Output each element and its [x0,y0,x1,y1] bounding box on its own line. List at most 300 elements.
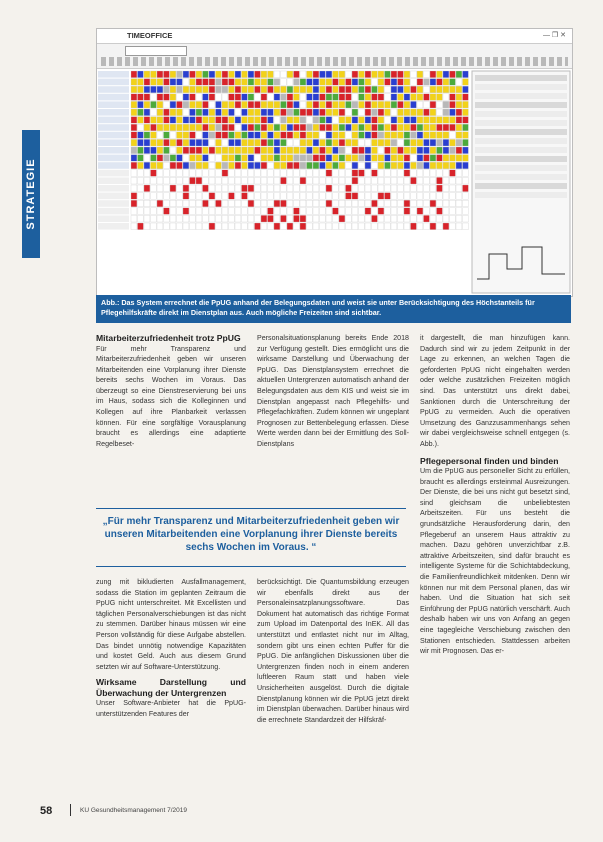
roster-cell [255,193,261,200]
roster-cell [326,117,332,124]
roster-cell [229,185,235,192]
roster-cell [177,124,183,131]
roster-cell [346,162,352,169]
roster-cell [144,71,150,78]
roster-cell [443,215,449,222]
roster-cell [333,185,339,192]
roster-cell [144,208,150,215]
roster-cell [151,170,157,177]
roster-cell [177,162,183,169]
roster-cell [209,215,215,222]
roster-cell [339,200,345,207]
roster-cell [274,117,280,124]
roster-cell [417,223,423,230]
roster-cell [164,193,170,200]
roster-cell [248,215,254,222]
roster-cell [248,132,254,139]
roster-cell [307,223,313,230]
roster-cell [294,177,300,184]
roster-cell [151,86,157,93]
roster-cell [242,200,248,207]
roster-cell [320,101,326,108]
roster-cell [398,86,404,93]
roster-cell [229,117,235,124]
roster-cell [138,177,144,184]
roster-cell [385,193,391,200]
roster-cell [177,208,183,215]
roster-cell [398,147,404,154]
roster-cell [300,215,306,222]
roster-cell [385,155,391,162]
roster-cell [261,71,267,78]
roster-cell [404,170,410,177]
roster-cell [138,208,144,215]
roster-cell [437,155,443,162]
roster-cell [281,124,287,131]
roster-cell [164,215,170,222]
roster-cell [170,109,176,116]
roster-cell [300,193,306,200]
roster-cell [463,139,469,146]
roster-cell [333,117,339,124]
heading-wirksame-darstellung: Wirksame Darstellung und Überwachung der Untergrenzen [96,677,246,698]
roster-cell [209,155,215,162]
roster-cell [456,124,462,131]
roster-cell [281,185,287,192]
roster-cell [359,223,365,230]
roster-cell [164,71,170,78]
section-tab [22,130,40,258]
roster-cell [144,109,150,116]
roster-cell [313,124,319,131]
roster-cell [365,124,371,131]
roster-cell [164,109,170,116]
roster-cell [320,162,326,169]
roster-cell [352,185,358,192]
roster-cell [157,71,163,78]
roster-cell [326,94,332,101]
roster-cell [378,177,384,184]
roster-cell [183,79,189,86]
roster-cell [151,101,157,108]
roster-cell [209,223,215,230]
roster-cell [365,208,371,215]
roster-cell [261,132,267,139]
roster-cell [372,124,378,131]
roster-cell [255,215,261,222]
roster-cell [437,170,443,177]
roster-cell [274,155,280,162]
roster-cell [209,139,215,146]
roster-cell [242,193,248,200]
roster-cell [274,147,280,154]
roster-cell [385,132,391,139]
roster-cell [300,223,306,230]
roster-cell [326,215,332,222]
roster-cell [307,208,313,215]
roster-cell [287,147,293,154]
roster-cell [398,208,404,215]
roster-cell [424,101,430,108]
roster-cell [313,215,319,222]
roster-cell [437,86,443,93]
side-panel-row [475,183,567,189]
roster-cell [229,124,235,131]
roster-row-label [98,147,129,154]
roster-cell [424,147,430,154]
roster-cell [157,147,163,154]
roster-cell [398,185,404,192]
roster-cell [196,193,202,200]
roster-cell [203,132,209,139]
roster-cell [424,185,430,192]
roster-cell [346,86,352,93]
roster-cell [313,147,319,154]
roster-cell [404,177,410,184]
roster-cell [339,139,345,146]
roster-cell [248,170,254,177]
roster-cell [346,71,352,78]
roster-cell [352,139,358,146]
roster-cell [157,215,163,222]
roster-cell [307,86,313,93]
footer-publication: KU Gesundheitsmanagement 7/2019 [80,807,187,814]
roster-cell [268,155,274,162]
roster-cell [320,177,326,184]
roster-cell [183,155,189,162]
roster-cell [294,215,300,222]
roster-cell [131,132,137,139]
roster-cell [248,79,254,86]
roster-cell [450,139,456,146]
roster-cell [222,200,228,207]
roster-cell [216,162,222,169]
roster-cell [222,208,228,215]
roster-cell [365,200,371,207]
roster-cell [294,71,300,78]
roster-cell [456,71,462,78]
roster-cell [183,139,189,146]
roster-cell [417,162,423,169]
roster-cell [229,94,235,101]
roster-cell [463,193,469,200]
roster-cell [450,117,456,124]
roster-cell [385,86,391,93]
roster-cell [320,124,326,131]
col2b-paragraph: berücksichtigt. Die Quantumsbildung erzeugen wir ebenfalls direkt aus der Personaleinsatzplanungssoftware. Das Dokument hat automatisch das richtige Format zum Upload im Datenportal des InEK. All das unterstützt und entlastet nicht nur im Alltag, sondern gibt uns einen echten Puffer für die PpUG. Die anfänglichen Diskussionen über die Untergrenzen finden noch in einem anderen luftleeren Raum statt und haben viele Unsicherheiten ausgelöst. Durch die digitale Dienstplanung können wir die PpUG jetzt direkt im Dienstplan überwachen. Darüber hinaus wird die errechnete Standardzeit der Hilfskräf- [257,578,409,724]
roster-cell [170,215,176,222]
roster-cell [268,185,274,192]
roster-cell [268,139,274,146]
roster-cell [255,94,261,101]
roster-cell [450,94,456,101]
roster-cell [255,117,261,124]
roster-cell [196,170,202,177]
roster-cell [229,208,235,215]
roster-cell [359,94,365,101]
roster-cell [456,155,462,162]
roster-row-label [98,200,129,207]
roster-cell [274,94,280,101]
roster-cell [352,71,358,78]
roster-cell [281,71,287,78]
roster-cell [216,170,222,177]
roster-cell [463,124,469,131]
roster-cell [144,139,150,146]
roster-cell [190,132,196,139]
roster-cell [437,193,443,200]
roster-cell [443,185,449,192]
roster-cell [235,147,241,154]
roster-cell [190,117,196,124]
roster-cell [138,124,144,131]
roster-svg [97,69,572,296]
roster-cell [430,155,436,162]
roster-cell [307,124,313,131]
roster-cell [333,193,339,200]
roster-cell [235,86,241,93]
roster-cell [229,200,235,207]
roster-cell [294,94,300,101]
roster-cell [216,132,222,139]
side-panel-row [475,147,567,153]
roster-cell [294,193,300,200]
roster-cell [138,223,144,230]
roster-cell [138,215,144,222]
roster-cell [430,215,436,222]
roster-cell [216,71,222,78]
roster-cell [404,215,410,222]
roster-cell [352,94,358,101]
roster-cell [443,71,449,78]
roster-cell [417,86,423,93]
side-panel-row [475,93,567,99]
roster-cell [151,94,157,101]
roster-cell [411,155,417,162]
roster-cell [281,193,287,200]
roster-cell [255,170,261,177]
roster-cell [430,109,436,116]
roster-cell [443,79,449,86]
roster-cell [216,177,222,184]
roster-cell [235,155,241,162]
roster-cell [229,79,235,86]
roster-cell [352,155,358,162]
roster-cell [352,79,358,86]
roster-cell [281,109,287,116]
roster-cell [131,109,137,116]
roster-cell [131,215,137,222]
roster-cell [164,177,170,184]
roster-cell [456,79,462,86]
roster-cell [326,124,332,131]
roster-cell [359,215,365,222]
roster-cell [281,208,287,215]
roster-cell [398,94,404,101]
roster-cell [209,71,215,78]
roster-cell [170,177,176,184]
roster-cell [365,177,371,184]
roster-cell [346,170,352,177]
roster-cell [411,208,417,215]
roster-cell [138,200,144,207]
roster-cell [450,185,456,192]
roster-cell [190,215,196,222]
roster-cell [456,132,462,139]
roster-cell [300,155,306,162]
roster-cell [417,139,423,146]
roster-cell [456,101,462,108]
roster-cell [339,117,345,124]
roster-cell [138,185,144,192]
roster-cell [190,170,196,177]
roster-cell [274,109,280,116]
roster-cell [404,200,410,207]
roster-cell [190,124,196,131]
roster-cell [281,155,287,162]
roster-cell [144,147,150,154]
roster-cell [281,117,287,124]
roster-cell [203,208,209,215]
column-2-bottom [257,577,409,725]
roster-cell [424,170,430,177]
roster-row-label [98,109,129,116]
roster-cell [313,200,319,207]
roster-cell [365,193,371,200]
roster-cell [450,132,456,139]
roster-cell [177,86,183,93]
roster-cell [274,86,280,93]
roster-cell [411,124,417,131]
roster-cell [222,185,228,192]
roster-cell [164,155,170,162]
roster-cell [378,79,384,86]
roster-cell [430,139,436,146]
roster-cell [411,132,417,139]
roster-cell [268,124,274,131]
roster-cell [359,79,365,86]
roster-cell [411,170,417,177]
roster-cell [320,147,326,154]
roster-cell [333,200,339,207]
roster-cell [261,117,267,124]
roster-cell [378,132,384,139]
roster-cell [131,162,137,169]
roster-cell [352,101,358,108]
roster-cell [170,117,176,124]
roster-cell [203,117,209,124]
roster-cell [391,155,397,162]
quote-rule-bottom [96,566,406,567]
roster-cell [450,193,456,200]
roster-cell [411,185,417,192]
roster-cell [268,132,274,139]
roster-cell [437,101,443,108]
roster-cell [222,79,228,86]
roster-cell [404,79,410,86]
roster-cell [268,71,274,78]
roster-cell [378,208,384,215]
roster-cell [287,124,293,131]
roster-cell [307,139,313,146]
roster-cell [443,139,449,146]
roster-cell [151,185,157,192]
roster-cell [242,109,248,116]
figure-caption: Abb.: Das System errechnet die PpUG anhand der Belegungsdaten und weist sie unter Berücksichtigung des Höchstanteils für Pflegehilfskräfte direkt im Dienstplan aus. Auch mögliche Freizeiten sind sichtbar. [96,295,571,323]
roster-cell [346,147,352,154]
roster-cell [365,215,371,222]
roster-cell [378,124,384,131]
roster-cell [235,94,241,101]
roster-cell [248,200,254,207]
roster-cell [157,177,163,184]
roster-cell [385,170,391,177]
roster-cell [450,170,456,177]
roster-cell [294,79,300,86]
roster-cell [190,86,196,93]
roster-cell [131,79,137,86]
roster-cell [248,109,254,116]
roster-cell [365,147,371,154]
roster-cell [398,71,404,78]
roster-cell [411,139,417,146]
roster-cell [359,162,365,169]
roster-cell [164,132,170,139]
roster-cell [261,86,267,93]
roster-cell [229,139,235,146]
roster-cell [437,94,443,101]
roster-cell [268,223,274,230]
roster-row-label [98,223,129,230]
roster-cell [333,162,339,169]
roster-cell [385,117,391,124]
roster-cell [333,215,339,222]
roster-cell [417,109,423,116]
roster-cell [261,223,267,230]
roster-cell [138,117,144,124]
roster-cell [287,193,293,200]
roster-cell [157,109,163,116]
roster-cell [229,215,235,222]
roster-cell [378,117,384,124]
roster-cell [170,94,176,101]
roster-cell [307,155,313,162]
roster-row-label [98,170,129,177]
roster-cell [157,185,163,192]
roster-cell [203,94,209,101]
roster-cell [261,177,267,184]
col1b-paragraph-2: Unser Software-Anbieter hat die PpUG-unterstützenden Features der [96,699,246,718]
roster-cell [463,155,469,162]
roster-cell [320,132,326,139]
roster-cell [242,162,248,169]
roster-cell [222,170,228,177]
roster-cell [216,147,222,154]
roster-cell [274,132,280,139]
roster-cell [313,117,319,124]
roster-cell [417,215,423,222]
roster-cell [222,132,228,139]
roster-cell [170,170,176,177]
roster-cell [209,208,215,215]
roster-cell [190,185,196,192]
roster-cell [287,208,293,215]
roster-cell [456,117,462,124]
roster-cell [391,208,397,215]
roster-cell [385,223,391,230]
roster-cell [450,208,456,215]
roster-cell [346,155,352,162]
